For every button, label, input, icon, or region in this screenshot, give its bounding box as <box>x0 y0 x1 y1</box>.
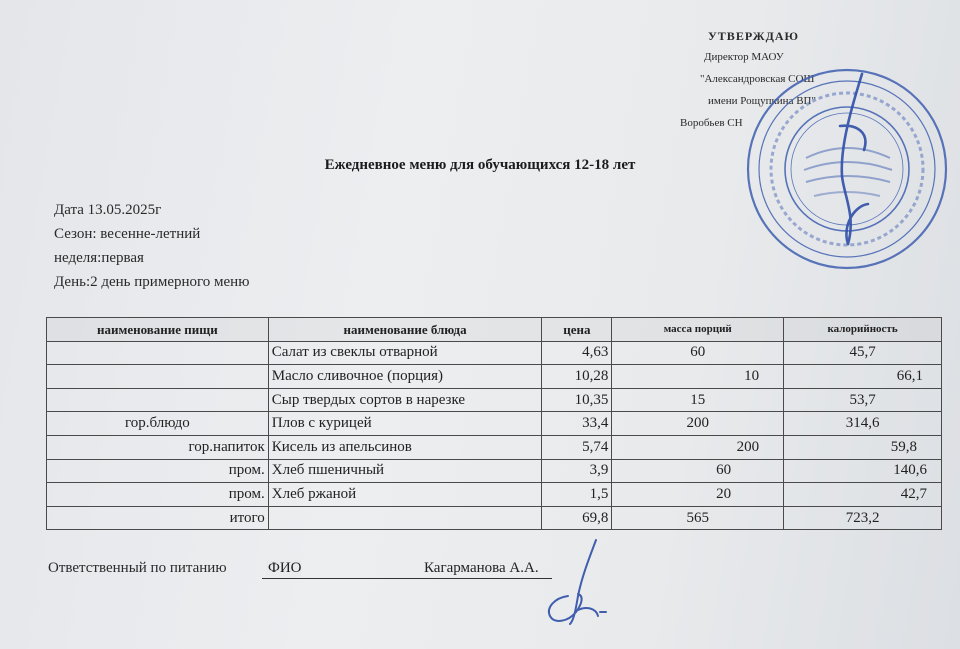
cell-price: 10,28 <box>542 365 612 389</box>
table-total-row <box>47 506 942 530</box>
cell-calories: 314,6 <box>784 412 942 436</box>
cell-calories: 42,7 <box>784 483 942 507</box>
cell-category: пром. <box>47 483 269 507</box>
approval-position: Директор МАОУ <box>704 51 784 63</box>
cell-total-label: итого <box>47 506 269 530</box>
cell-category: гор.блюдо <box>47 412 269 436</box>
cell-category: пром. <box>47 459 269 483</box>
header-price: цена <box>542 318 612 342</box>
cell-mass: 20 <box>612 483 784 507</box>
cell-price: 10,35 <box>542 388 612 412</box>
responsible-name: Кагарманова А.А. <box>424 560 539 576</box>
approval-director: Воробьев СН <box>680 117 743 129</box>
cell-price: 1,5 <box>542 483 612 507</box>
cell-price: 33,4 <box>542 412 612 436</box>
cell-calories: 45,7 <box>784 341 942 365</box>
cell-total-price: 69,8 <box>542 506 612 530</box>
approval-heading: УТВЕРЖДАЮ <box>708 29 800 43</box>
cell-dish: Масло сливочное (порция) <box>268 365 542 389</box>
table-row <box>47 341 942 365</box>
menu-week: неделя:первая <box>54 250 144 266</box>
menu-table <box>46 317 942 530</box>
table-row <box>47 412 942 436</box>
cell-mass: 60 <box>612 341 784 365</box>
page-title: Ежедневное меню для обучающихся 12-18 лет <box>324 157 636 173</box>
cell-dish: Сыр твердых сортов в нарезке <box>268 388 542 412</box>
table-row <box>47 459 942 483</box>
cell-price: 4,63 <box>542 341 612 365</box>
approval-school: "Александровская СОШ <box>700 73 815 85</box>
signature-line <box>262 578 552 579</box>
cell-calories: 53,7 <box>784 388 942 412</box>
cell-mass: 10 <box>612 365 784 389</box>
cell-calories: 140,6 <box>784 459 942 483</box>
table-row <box>47 435 942 459</box>
table-row <box>47 365 942 389</box>
cell-mass: 200 <box>612 435 784 459</box>
cell-category <box>47 341 269 365</box>
table-row <box>47 483 942 507</box>
cell-category: гор.напиток <box>47 435 269 459</box>
cell-total-mass: 565 <box>612 506 784 530</box>
approval-school-name: имени Рощупкина ВП" <box>708 95 816 107</box>
cell-dish: Плов с курицей <box>268 412 542 436</box>
cell-mass: 200 <box>612 412 784 436</box>
cell-mass: 60 <box>612 459 784 483</box>
responsible-label: Ответственный по питанию <box>48 560 227 576</box>
fio-label: ФИО <box>268 560 302 576</box>
cell-price: 3,9 <box>542 459 612 483</box>
cell-price: 5,74 <box>542 435 612 459</box>
cell-category <box>47 365 269 389</box>
menu-day: День:2 день примерного меню <box>54 274 250 290</box>
cell-total-calories: 723,2 <box>784 506 942 530</box>
menu-date: Дата 13.05.2025г <box>54 202 162 218</box>
table-header-row <box>47 318 942 342</box>
header-food-type: наименование пищи <box>47 318 269 342</box>
cell-dish: Хлеб пшеничный <box>268 459 542 483</box>
cell-calories: 66,1 <box>784 365 942 389</box>
cell-dish: Кисель из апельсинов <box>268 435 542 459</box>
cell-mass: 15 <box>612 388 784 412</box>
cell-dish: Хлеб ржаной <box>268 483 542 507</box>
header-calories: калорийность <box>784 318 942 342</box>
menu-season: Сезон: весенне-летний <box>54 226 201 242</box>
signature-icon <box>538 536 614 628</box>
header-portion-mass: масса порций <box>612 318 784 342</box>
header-dish-name: наименование блюда <box>268 318 542 342</box>
table-row <box>47 388 942 412</box>
cell-category <box>47 388 269 412</box>
cell-dish <box>268 506 542 530</box>
cell-calories: 59,8 <box>784 435 942 459</box>
cell-dish: Салат из свеклы отварной <box>268 341 542 365</box>
